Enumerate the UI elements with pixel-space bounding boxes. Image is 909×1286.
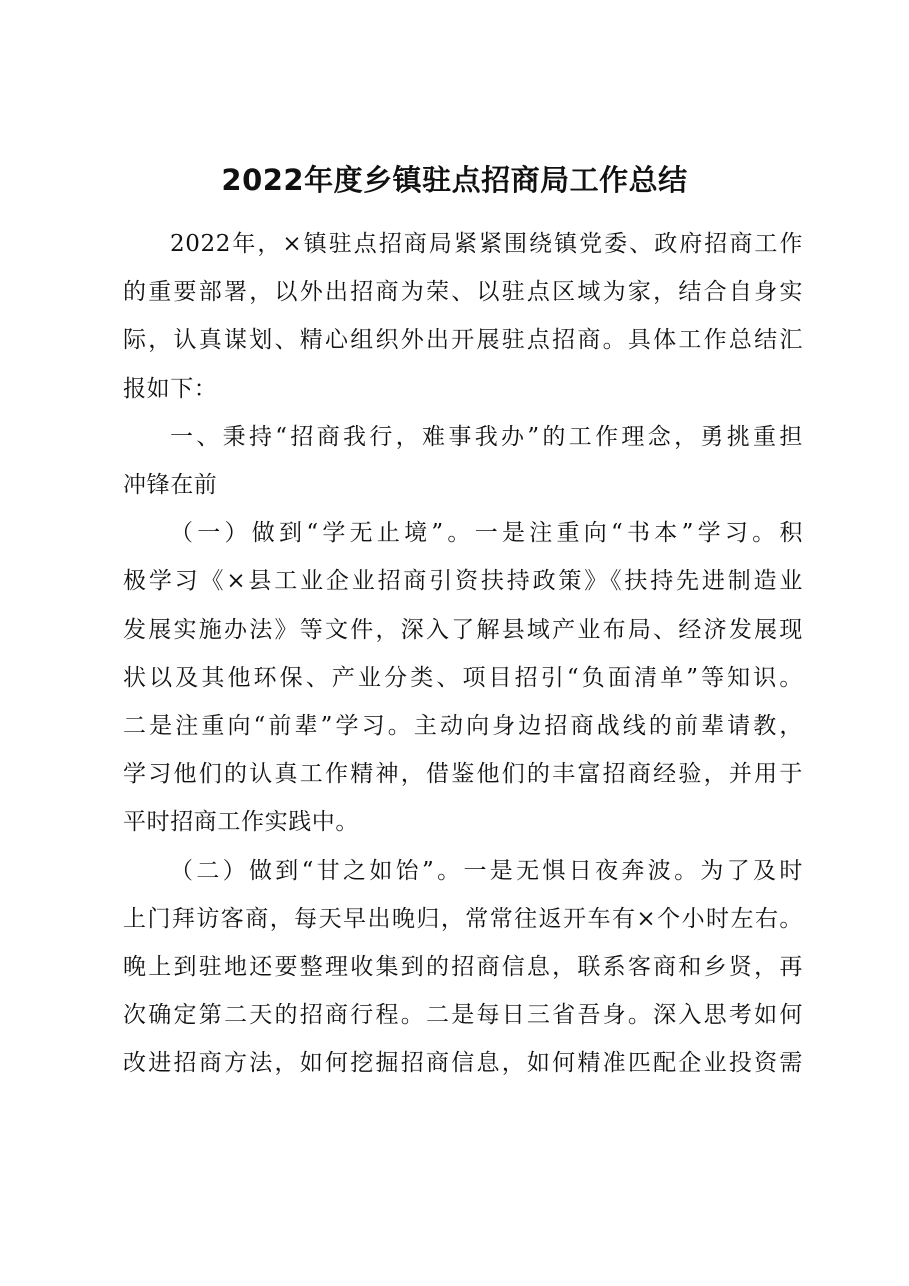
body-line: （二）做到“甘之如饴”。一是无惧日夜奔波。为了及时 bbox=[170, 857, 803, 884]
body-line: 状以及其他环保、产业分类、项目招引“负面清单”等知识。 bbox=[123, 664, 803, 691]
body-line: 二是注重向“前辈”学习。主动向身边招商战线的前辈请教， bbox=[123, 713, 803, 739]
body-line: 2022年，×镇驻点招商局紧紧围绕镇党委、政府招商工作 bbox=[170, 231, 803, 257]
body-line: 报如下： bbox=[123, 375, 218, 402]
body-line: 际，认真谋划、精心组织外出开展驻点招商。具体工作总结汇 bbox=[123, 327, 803, 354]
body-line: （一）做到“学无止境”。一是注重向“书本”学习。积 bbox=[170, 520, 803, 547]
body-line: 次确定第二天的招商行程。二是每日三省吾身。深入思考如何 bbox=[123, 1002, 803, 1029]
body-line: 平时招商工作实践中。 bbox=[123, 809, 359, 836]
body-line: 极学习《×县工业企业招商引资扶持政策》《扶持先进制造业 bbox=[123, 568, 803, 595]
body-line: 一、秉持“招商我行，难事我办”的工作理念，勇挑重担 bbox=[170, 423, 803, 450]
body-line: 的重要部署，以外出招商为荣、以驻点区域为家，结合自身实 bbox=[123, 279, 803, 306]
body-line: 学习他们的认真工作精神，借鉴他们的丰富招商经验，并用于 bbox=[123, 761, 803, 788]
body-line: 改进招商方法，如何挖掘招商信息，如何精准匹配企业投资需 bbox=[123, 1050, 803, 1077]
body-line: 晚上到驻地还要整理收集到的招商信息，联系客商和乡贤，再 bbox=[123, 954, 803, 980]
body-line: 冲锋在前 bbox=[123, 472, 218, 498]
body-line: 上门拜访客商，每天早出晚归，常常往返开车有×个小时左右。 bbox=[123, 905, 803, 932]
body-line: 发展实施办法》等文件，深入了解县域产业布局、经济发展现 bbox=[123, 616, 803, 643]
document-title: 2022年度乡镇驻点招商局工作总结 bbox=[221, 163, 688, 197]
